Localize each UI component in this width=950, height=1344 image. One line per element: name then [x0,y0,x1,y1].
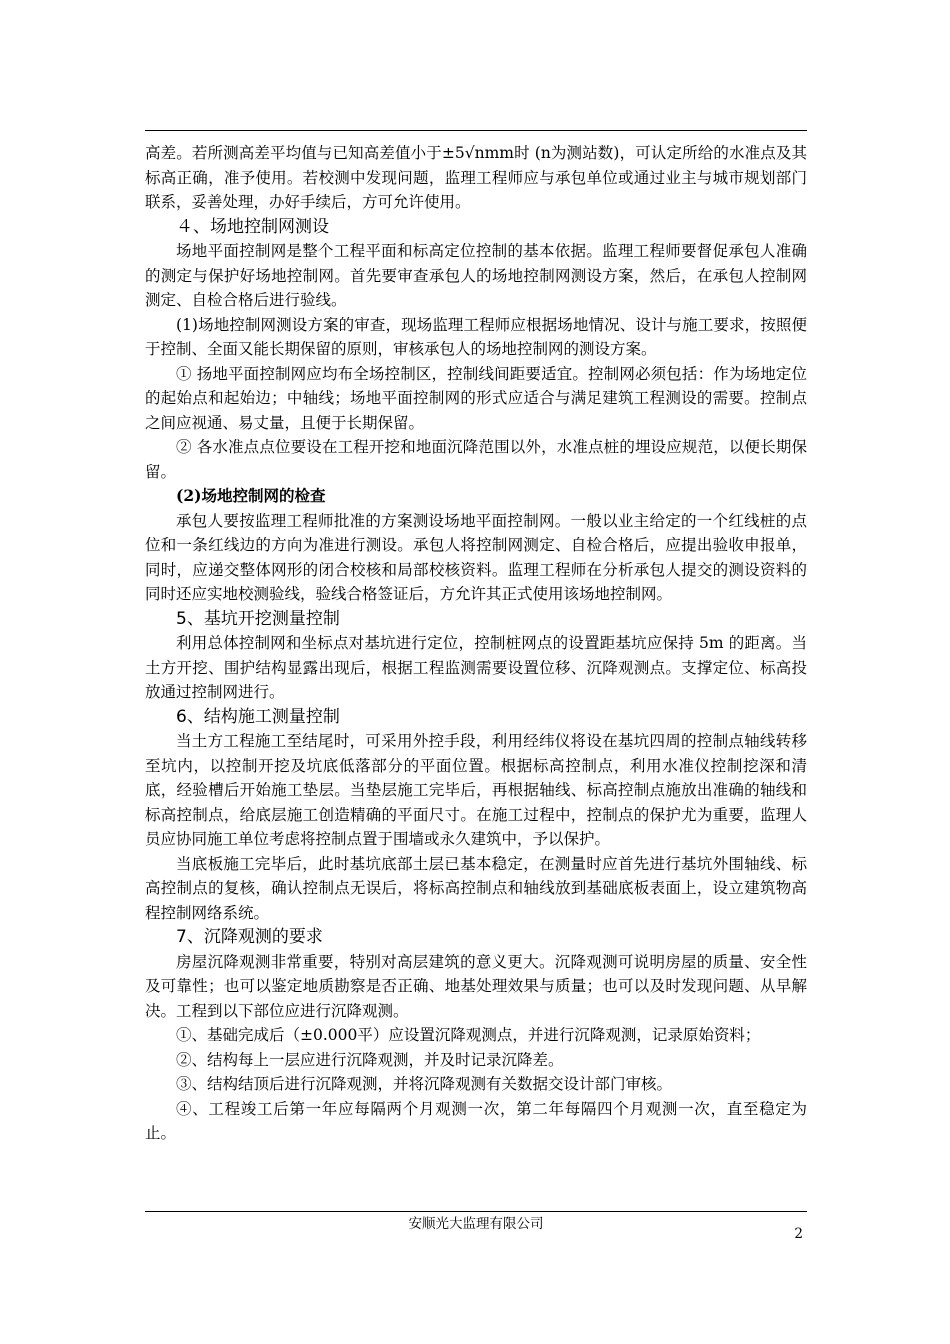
paragraph: (1)场地控制网测设方案的审查，现场监理工程师应根据场地情况、设计与施工要求，按照便于控制、全面又能长期保留的原则，审核承包人的场地控制网的测设方案。 [145,315,807,358]
header-rule [145,130,807,131]
footer-company: 安顺光大监理有限公司 [408,1216,544,1232]
list-item: ②、结构每上一层应进行沉降观测，并及时记录沉降差。 [176,1050,564,1069]
footer-rule [145,1211,807,1212]
section-heading-5: 5、基坑开挖测量控制 [176,608,340,629]
paragraph: 承包人要按监理工程师批准的方案测设场地平面控制网。一般以业主给定的一个红线桩的点位和一条红线边的方向为准进行测设。承包人将控制网测定、自检合格后，应提出验收申报单，同时，应递交整体网形的闭合校核和局部校核资料。监理工程师在分析承包人提交的测设资料的同时还应实地校测验线，验线合格签证后，方允许其正式使用该场地控制网。 [145,511,807,603]
section-heading-7: 7、沉降观测的要求 [176,927,323,947]
paragraph: ② 各水准点点位要设在工程开挖和地面沉降范围以外，水准点桩的埋设应规范，以便长期保留。 [145,438,807,481]
paragraph: 场地平面控制网是整个工程平面和标高定位控制的基本依据。监理工程师要督促承包人准确的测定与保护好场地控制网。首先要审查承包人的场地控制网测设方案，然后，在承包人控制网测定、自检合格后进行验线。 [145,242,807,309]
paragraph: ① 扬地平面控制网应均布全场控制区，控制线间距要适宜。控制网必须包括：作为场地定位的起始点和起始边；中轴线；场地平面控制网的形式应适合与满足建筑工程测设的需要。控制点之间应视通、易丈量，且便于长期保留。 [145,364,807,432]
document-body [145,141,807,1146]
list-item: ③、结构结顶后进行沉降观测，并将沉降观测有关数据交设计部门审核。 [176,1075,673,1093]
paragraph: 房屋沉降观测非常重要，特别对高层建筑的意义更大。沉降观测可说明房屋的质量、安全性及可靠性；也可以鉴定地质勘察是否正确、地基处理效果与质量；也可以及时发现问题、从早解决。工程到以下部位应进行沉降观测。 [145,952,807,1020]
page-number: 2 [794,1226,803,1242]
paragraph: 高差。若所测高差平均值与已知高差值小于±5√nmm时 (n为测站数)，可认定所给的水准点及其标高正确，准予使用。若校测中发现问题，监理工程师应与承包单位或通过业主与城市规划部门联系，妥善处理，办好手续后，方可允许使用。 [145,144,807,211]
subsection-heading: (2)场地控制网的检查 [176,486,326,505]
paragraph: 当土方工程施工至结尾时，可采用外控手段，利用经纬仪将设在基坑四周的控制点轴线转移至坑内，以控制开挖及坑底低落部分的平面位置。根据标高控制点，利用水准仪控制挖深和清底，经验槽后开始施工垫层。当垫层施工完毕后，再根据轴线、标高控制点施放出准确的轴线和标高控制点，给底层施工创造精确的平面尺寸。在施工过程中，控制点的保护尤为重要，监理人员应协同施工单位考虑将控制点置于围墙或永久建筑中，予以保护。 [145,732,807,848]
paragraph: 当底板施工完毕后，此时基坑底部土层已基本稳定，在测量时应首先进行基坑外围轴线、标高控制点的复核，确认控制点无误后，将标高控制点和轴线放到基础底板表面上，设立建筑物高程控制网络系统。 [145,854,807,922]
section-heading-6: 6、结构施工测量控制 [176,706,340,727]
list-item: ④、工程竣工后第一年应每隔两个月观测一次，第二年每隔四个月观测一次，直至稳定为止。 [145,1099,807,1142]
paragraph: 利用总体控制网和坐标点对基坑进行定位，控制桩网点的设置距基坑应保持 5m 的距离。当土方开挖、围护结构显露出现后，根据工程监测需要设置位移、沉降观测点。支撑定位、标高投放通过控制网进行。 [145,634,807,701]
section-heading-4: ４、场地控制网测设 [176,216,329,237]
list-item: ①、基础完成后（±0.000平）应设置沉降观测点，并进行沉降观测，记录原始资料； [176,1026,761,1044]
